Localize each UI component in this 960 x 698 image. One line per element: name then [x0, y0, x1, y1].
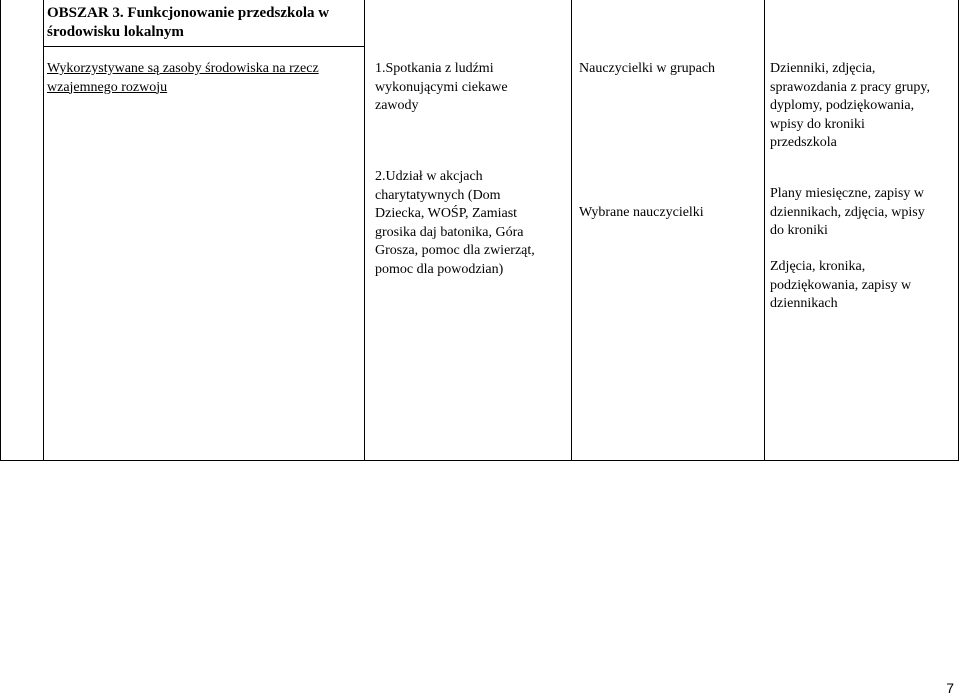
evidence-line: dziennikach — [770, 296, 838, 311]
evidence-line: Zdjęcia, kronika, — [770, 259, 866, 274]
activity-2-responsible: Wybrane nauczycielki — [579, 205, 704, 220]
action-line: grosika daj batonika, Góra — [375, 224, 524, 240]
table-border-header-bottom — [43, 46, 365, 47]
activity-1-responsible: Nauczycielki w grupach — [579, 61, 716, 76]
action-line: wykonującymi ciekawe — [375, 79, 508, 95]
area-title-line: środowisku lokalnym — [47, 24, 184, 40]
action-line: Grosza, pomoc dla zwierząt, — [375, 243, 535, 258]
activity-1-action — [375, 60, 567, 116]
table-border-col3 — [571, 0, 572, 461]
area-title-line: OBSZAR 3. Funkcjonowanie przedszkola w — [47, 5, 330, 21]
action-line: Dziecka, WOŚP, Zamiast — [375, 206, 518, 221]
evidence-line: dziennikach, zdjęcia, wpisy — [770, 204, 925, 220]
table-border-col4 — [764, 0, 765, 461]
table-border-col2 — [364, 0, 365, 461]
evidence-line: podziękowania, zapisy w — [770, 277, 912, 293]
evidence-line: sprawozdania z pracy grupy, — [770, 79, 931, 95]
evidence-line: Plany miesięczne, zapisy w — [770, 186, 924, 201]
table-border-bottom — [0, 460, 959, 461]
activity-2-evidence-photos — [770, 258, 956, 314]
requirement-text — [47, 60, 363, 97]
area-title — [47, 4, 363, 42]
evidence-line: przedszkola — [770, 135, 837, 150]
activity-2-evidence-plans — [770, 185, 956, 241]
evidence-line: wpisy do kroniki — [770, 116, 865, 132]
table-border-col1 — [43, 0, 44, 461]
evidence-line: Dzienniki, zdjęcia, — [770, 61, 876, 76]
table-border-right — [958, 0, 959, 461]
activity-1-evidence — [770, 60, 956, 153]
evidence-line: dyplomy, podziękowania, — [770, 98, 915, 113]
action-line: charytatywnych (Dom — [375, 187, 501, 203]
requirement-line: wzajemnego rozwoju — [47, 79, 168, 95]
action-line: 2.Udział w akcjach — [375, 169, 483, 184]
action-line: pomoc dla powodzian) — [375, 261, 504, 277]
action-line: zawody — [375, 98, 419, 113]
activity-2-action — [375, 168, 567, 279]
action-line: 1.Spotkania z ludźmi — [375, 61, 494, 76]
requirement-line: Wykorzystywane są zasoby środowiska na rzecz — [47, 61, 319, 76]
table-border-left — [0, 0, 1, 461]
evidence-line: do kroniki — [770, 223, 828, 238]
page-number: 7 — [946, 680, 954, 696]
